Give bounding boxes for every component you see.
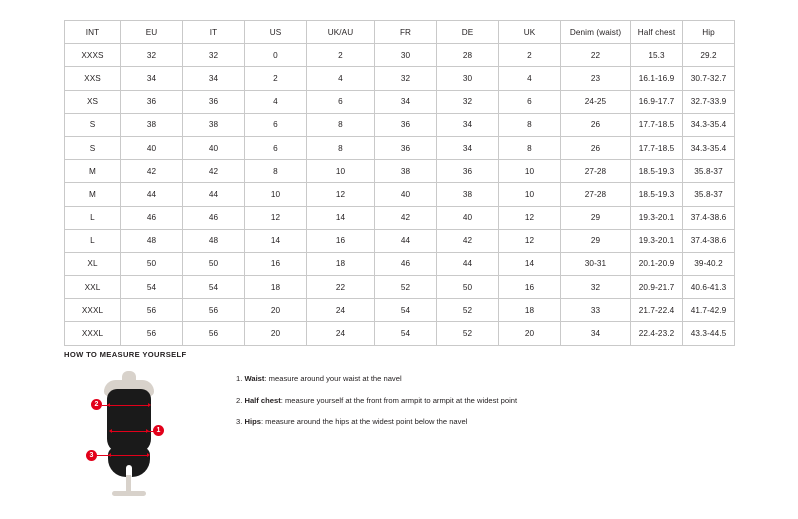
column-header-uk-au: UK/AU: [307, 21, 375, 44]
cell-us: 20: [245, 322, 307, 345]
cell-us: 6: [245, 136, 307, 159]
cell-fr: 36: [375, 136, 437, 159]
cell-us: 20: [245, 299, 307, 322]
cell-it: 48: [183, 229, 245, 252]
cell-half-chest: 18.5-19.3: [631, 183, 683, 206]
how-to-measure-body: [64, 369, 734, 499]
cell-de: 40: [437, 206, 499, 229]
cell-half-chest: 16.9-17.7: [631, 90, 683, 113]
cell-de: 38: [437, 183, 499, 206]
cell-de: 36: [437, 160, 499, 183]
cell-uk-au: 12: [307, 183, 375, 206]
instruction-text-hips: : measure around the hips at the widest point below the navel: [260, 417, 468, 427]
cell-denim-waist: 26: [561, 136, 631, 159]
cell-eu: 32: [121, 44, 183, 67]
instruction-term-waist: Waist: [244, 374, 265, 383]
table-row: [65, 276, 735, 299]
cell-hip: 30.7-32.7: [683, 67, 735, 90]
table-row: [65, 160, 735, 183]
cell-hip: 41.7-42.9: [683, 299, 735, 322]
cell-fr: 46: [375, 252, 437, 275]
cell-hip: 35.8-37: [683, 160, 735, 183]
cell-de: 34: [437, 136, 499, 159]
cell-fr: 36: [375, 113, 437, 136]
instruction-term-hips: Hips: [244, 417, 261, 427]
cell-half-chest: 18.5-19.3: [631, 160, 683, 183]
cell-uk-au: 24: [307, 322, 375, 345]
cell-uk-au: 16: [307, 229, 375, 252]
cell-half-chest: 20.1-20.9: [631, 252, 683, 275]
table-row: [65, 322, 735, 345]
column-header-eu: EU: [121, 21, 183, 44]
cell-eu: 36: [121, 90, 183, 113]
cell-uk: 16: [499, 276, 561, 299]
table-row: [65, 229, 735, 252]
table-row: [65, 67, 735, 90]
cell-uk-au: 8: [307, 113, 375, 136]
cell-denim-waist: 34: [561, 322, 631, 345]
table-row: [65, 90, 735, 113]
cell-int: XXXL: [65, 299, 121, 322]
cell-denim-waist: 23: [561, 67, 631, 90]
cell-de: 52: [437, 299, 499, 322]
cell-int: XL: [65, 252, 121, 275]
cell-eu: 46: [121, 206, 183, 229]
cell-uk-au: 22: [307, 276, 375, 299]
instruction-hips: [236, 418, 517, 426]
column-header-it: IT: [183, 21, 245, 44]
cell-int: M: [65, 183, 121, 206]
column-header-uk: UK: [499, 21, 561, 44]
cell-uk-au: 24: [307, 299, 375, 322]
cell-de: 28: [437, 44, 499, 67]
cell-half-chest: 17.7-18.5: [631, 113, 683, 136]
column-header-us: US: [245, 21, 307, 44]
cell-uk-au: 14: [307, 206, 375, 229]
cell-us: 2: [245, 67, 307, 90]
instruction-term-half-chest: Half chest: [244, 395, 281, 405]
table-row: [65, 113, 735, 136]
cell-int: XXS: [65, 67, 121, 90]
cell-int: S: [65, 136, 121, 159]
cell-de: 32: [437, 90, 499, 113]
table-header-row: [65, 21, 735, 44]
cell-denim-waist: 22: [561, 44, 631, 67]
cell-fr: 54: [375, 299, 437, 322]
instruction-waist: [236, 375, 517, 383]
cell-denim-waist: 24-25: [561, 90, 631, 113]
cell-half-chest: 17.7-18.5: [631, 136, 683, 159]
measure-instructions-list: [236, 369, 517, 440]
instruction-text-waist: : measure around your waist at the navel: [264, 374, 402, 383]
cell-denim-waist: 27-28: [561, 160, 631, 183]
cell-it: 54: [183, 276, 245, 299]
cell-eu: 50: [121, 252, 183, 275]
hips-measure-arrow-icon: [111, 455, 147, 456]
cell-it: 56: [183, 322, 245, 345]
instruction-number-2: 2.: [236, 395, 243, 405]
cell-it: 56: [183, 299, 245, 322]
marker-badge-3: 3: [86, 450, 97, 461]
cell-it: 44: [183, 183, 245, 206]
column-header-hip: Hip: [683, 21, 735, 44]
cell-denim-waist: 29: [561, 206, 631, 229]
cell-uk: 8: [499, 136, 561, 159]
cell-int: XS: [65, 90, 121, 113]
table-row: [65, 206, 735, 229]
cell-int: L: [65, 229, 121, 252]
cell-uk: 12: [499, 229, 561, 252]
cell-eu: 56: [121, 299, 183, 322]
marker-badge-1: 1: [153, 425, 164, 436]
cell-hip: 37.4-38.6: [683, 206, 735, 229]
cell-uk: 12: [499, 206, 561, 229]
cell-denim-waist: 29: [561, 229, 631, 252]
cell-de: 52: [437, 322, 499, 345]
cell-hip: 40.6-41.3: [683, 276, 735, 299]
cell-us: 8: [245, 160, 307, 183]
cell-us: 0: [245, 44, 307, 67]
cell-eu: 42: [121, 160, 183, 183]
mannequin-illustration: [64, 369, 194, 499]
instruction-number-1: 1.: [236, 374, 243, 383]
instruction-number-3: 3.: [236, 417, 243, 427]
cell-it: 46: [183, 206, 245, 229]
cell-it: 42: [183, 160, 245, 183]
cell-hip: 34.3-35.4: [683, 136, 735, 159]
cell-eu: 44: [121, 183, 183, 206]
cell-it: 40: [183, 136, 245, 159]
table-row: [65, 299, 735, 322]
cell-eu: 40: [121, 136, 183, 159]
cell-uk-au: 10: [307, 160, 375, 183]
cell-hip: 29.2: [683, 44, 735, 67]
cell-int: XXL: [65, 276, 121, 299]
cell-fr: 42: [375, 206, 437, 229]
cell-int: L: [65, 206, 121, 229]
size-chart-table: [64, 20, 735, 346]
cell-half-chest: 16.1-16.9: [631, 67, 683, 90]
cell-int: S: [65, 113, 121, 136]
column-header-denim-waist: Denim (waist): [561, 21, 631, 44]
cell-denim-waist: 27-28: [561, 183, 631, 206]
cell-fr: 32: [375, 67, 437, 90]
cell-us: 14: [245, 229, 307, 252]
cell-uk: 2: [499, 44, 561, 67]
cell-eu: 48: [121, 229, 183, 252]
cell-half-chest: 21.7-22.4: [631, 299, 683, 322]
cell-fr: 30: [375, 44, 437, 67]
cell-int: XXXL: [65, 322, 121, 345]
cell-fr: 44: [375, 229, 437, 252]
cell-int: M: [65, 160, 121, 183]
cell-fr: 38: [375, 160, 437, 183]
cell-eu: 56: [121, 322, 183, 345]
cell-it: 38: [183, 113, 245, 136]
cell-half-chest: 19.3-20.1: [631, 229, 683, 252]
cell-uk-au: 8: [307, 136, 375, 159]
column-header-fr: FR: [375, 21, 437, 44]
column-header-half-chest: Half chest: [631, 21, 683, 44]
cell-it: 32: [183, 44, 245, 67]
column-header-de: DE: [437, 21, 499, 44]
cell-de: 42: [437, 229, 499, 252]
cell-us: 4: [245, 90, 307, 113]
mannequin-stand-base: [112, 491, 146, 496]
cell-us: 12: [245, 206, 307, 229]
cell-uk: 18: [499, 299, 561, 322]
marker-badge-2: 2: [91, 399, 102, 410]
cell-half-chest: 15.3: [631, 44, 683, 67]
cell-fr: 54: [375, 322, 437, 345]
cell-uk-au: 4: [307, 67, 375, 90]
cell-uk: 4: [499, 67, 561, 90]
cell-de: 30: [437, 67, 499, 90]
cell-uk: 6: [499, 90, 561, 113]
how-to-measure-title: HOW TO MEASURE YOURSELF: [64, 350, 187, 359]
cell-half-chest: 22.4-23.2: [631, 322, 683, 345]
cell-us: 10: [245, 183, 307, 206]
table-row: [65, 44, 735, 67]
cell-us: 6: [245, 113, 307, 136]
table-row: [65, 136, 735, 159]
cell-hip: 37.4-38.6: [683, 229, 735, 252]
cell-hip: 34.3-35.4: [683, 113, 735, 136]
cell-fr: 34: [375, 90, 437, 113]
cell-uk: 8: [499, 113, 561, 136]
cell-hip: 43.3-44.5: [683, 322, 735, 345]
cell-half-chest: 19.3-20.1: [631, 206, 683, 229]
column-header-int: INT: [65, 21, 121, 44]
cell-denim-waist: 32: [561, 276, 631, 299]
table-row: [65, 183, 735, 206]
cell-fr: 52: [375, 276, 437, 299]
cell-int: XXXS: [65, 44, 121, 67]
cell-uk: 10: [499, 183, 561, 206]
cell-it: 34: [183, 67, 245, 90]
cell-uk: 20: [499, 322, 561, 345]
half-chest-measure-arrow-icon: [110, 405, 148, 406]
marker-3-leader-line: [97, 455, 112, 456]
cell-us: 16: [245, 252, 307, 275]
cell-de: 50: [437, 276, 499, 299]
table-row: [65, 252, 735, 275]
instruction-text-half-chest: : measure yourself at the front from armpit to armpit at the widest point: [280, 395, 518, 405]
mannequin-torso: [107, 389, 151, 453]
cell-it: 50: [183, 252, 245, 275]
cell-uk: 10: [499, 160, 561, 183]
cell-de: 44: [437, 252, 499, 275]
instruction-half-chest: [236, 397, 517, 405]
cell-uk-au: 6: [307, 90, 375, 113]
cell-hip: 35.8-37: [683, 183, 735, 206]
cell-uk-au: 2: [307, 44, 375, 67]
cell-half-chest: 20.9-21.7: [631, 276, 683, 299]
cell-hip: 32.7-33.9: [683, 90, 735, 113]
cell-fr: 40: [375, 183, 437, 206]
cell-uk-au: 18: [307, 252, 375, 275]
cell-denim-waist: 26: [561, 113, 631, 136]
cell-uk: 14: [499, 252, 561, 275]
size-chart-container: [64, 20, 734, 346]
cell-de: 34: [437, 113, 499, 136]
cell-us: 18: [245, 276, 307, 299]
cell-denim-waist: 33: [561, 299, 631, 322]
cell-denim-waist: 30-31: [561, 252, 631, 275]
how-to-measure-section: [64, 350, 734, 499]
cell-it: 36: [183, 90, 245, 113]
cell-eu: 38: [121, 113, 183, 136]
marker-2-leader-line: [102, 405, 111, 406]
waist-measure-arrow-icon: [112, 431, 146, 432]
cell-eu: 54: [121, 276, 183, 299]
cell-hip: 39-40.2: [683, 252, 735, 275]
cell-eu: 34: [121, 67, 183, 90]
